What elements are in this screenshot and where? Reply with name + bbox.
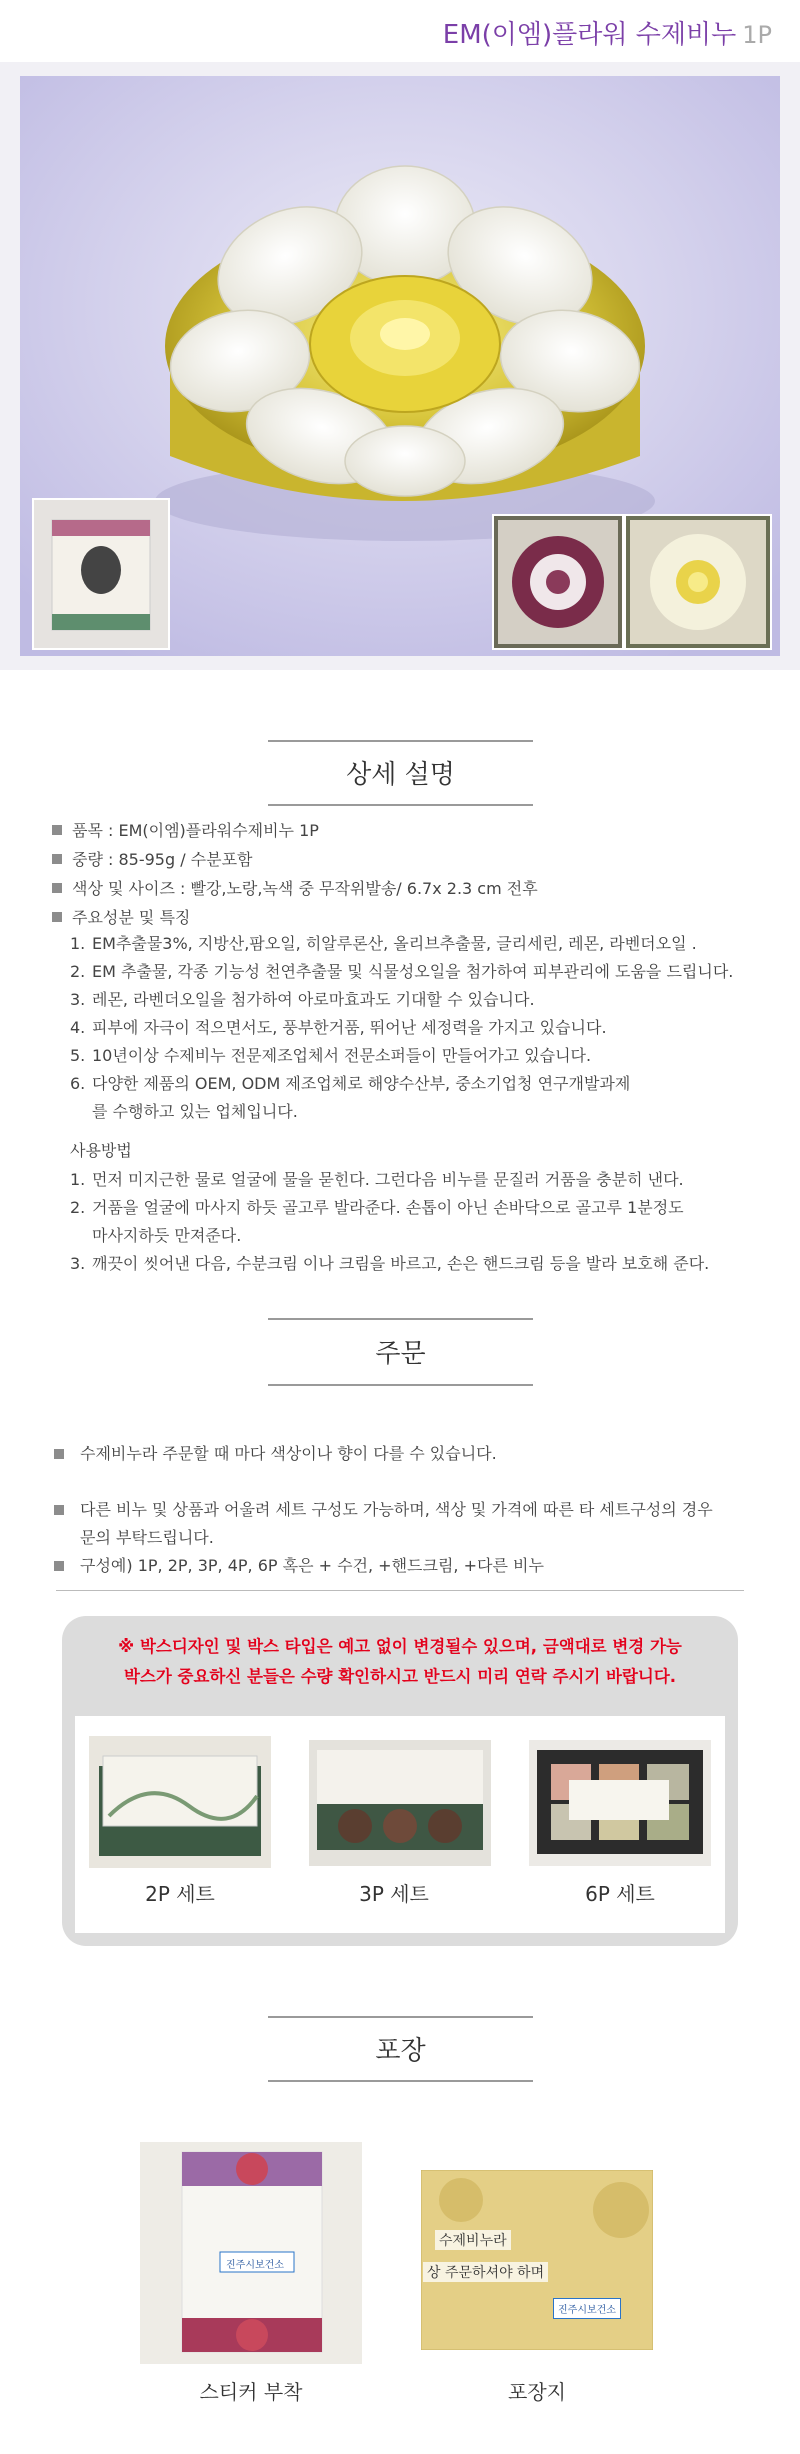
usage-list xyxy=(70,1166,709,1278)
usage-item-continued: 마사지하듯 만져준다. xyxy=(92,1226,242,1245)
order-notes xyxy=(54,1440,754,1580)
order-note: 수제비누라 주문할 때 마다 색상이나 향이 다를 수 있습니다. xyxy=(54,1440,754,1468)
divider-top xyxy=(268,2016,533,2018)
box-notice-line: ※ 박스디자인 및 박스 타입은 예고 없이 변경될수 있으며, 금액대로 변경 가능 xyxy=(118,1637,682,1656)
set-2p-image xyxy=(89,1736,271,1868)
wrapping-paper-image xyxy=(421,2170,653,2350)
usage-item: 2. 거품을 얼굴에 마사지 하듯 골고루 발라준다. 손톱이 아닌 손바닥으로 골고루 1분정도 xyxy=(70,1198,684,1217)
divider-top xyxy=(268,740,533,742)
order-note: 다른 비누 및 상품과 어울려 세트 구성도 가능하며, 색상 및 가격에 따른 타 세트구성의 경우 xyxy=(54,1496,754,1524)
order-note-continued: 문의 부탁드립니다. xyxy=(80,1528,214,1547)
sticker-label-text: 진주시보건소 xyxy=(226,2260,284,2271)
wrap-text-2: 상 주문하셔야 하며 xyxy=(423,2262,548,2282)
product-title xyxy=(443,14,772,51)
set-3p-label: 3P 세트 xyxy=(359,1882,429,1906)
detail-bullet-list xyxy=(50,816,538,932)
divider-bottom xyxy=(268,1384,533,1386)
feature-item: 4. 피부에 자극이 적으면서도, 풍부한거품, 뛰어난 세정력을 가지고 있습니다. xyxy=(70,1018,607,1037)
divider-top xyxy=(268,1318,533,1320)
thumbnail-white-soap xyxy=(624,514,772,650)
divider-bottom xyxy=(268,2080,533,2082)
feature-list xyxy=(70,930,733,1126)
detail-bullet: 중량 : 85-95g / 수분포함 xyxy=(50,845,538,874)
divider xyxy=(56,1590,744,1591)
feature-item: 1. EM추출물3%, 지방산,팜오일, 히알루론산, 올리브추출물, 글리세린, 레몬, 라벤더오일 . xyxy=(70,934,697,953)
set-6p-image xyxy=(529,1740,711,1866)
detail-bullet: 색상 및 사이즈 : 빨강,노랑,녹색 중 무작위발송/ 6.7x 2.3 cm 전후 xyxy=(50,874,538,903)
box-notice-line: 박스가 중요하신 분들은 수량 확인하시고 반드시 미리 연락 주시기 바랍니다. xyxy=(123,1667,677,1686)
packaging-heading: 포장 xyxy=(375,2036,426,2066)
divider-bottom xyxy=(268,804,533,806)
feature-item: 6. 다양한 제품의 OEM, ODM 제조업체로 해양수산부, 중소기업청 연구개발과제 xyxy=(70,1074,631,1093)
set-2p-label: 2P 세트 xyxy=(145,1882,215,1906)
detail-bullet: 품목 : EM(이엠)플라워수제비누 1P xyxy=(50,816,538,845)
usage-item: 3. 깨끗이 씻어낸 다음, 수분크림 이나 크림을 바르고, 손은 핸드크림 등을 발라 보호해 준다. xyxy=(70,1254,710,1273)
detail-heading: 상세 설명 xyxy=(346,760,455,790)
set-6p-label: 6P 세트 xyxy=(585,1882,655,1906)
feature-item: 2. EM 추출물, 각종 기능성 천연추출물 및 식물성오일을 첨가하여 피부관리에 도움을 드립니다. xyxy=(70,962,734,981)
usage-heading: 사용방법 xyxy=(70,1141,132,1160)
feature-item: 3. 레몬, 라벤더오일을 첨가하여 아로마효과도 기대할 수 있습니다. xyxy=(70,990,535,1009)
wrapping-label: 포장지 xyxy=(508,2380,566,2404)
wrap-text-1: 수제비누라 xyxy=(435,2230,511,2250)
set-3p-image xyxy=(309,1740,491,1866)
usage-item: 1. 먼저 미지근한 물로 얼굴에 물을 묻힌다. 그런다음 비누를 문질러 거품을 충분히 낸다. xyxy=(70,1170,684,1189)
thumbnail-box-package xyxy=(32,498,170,650)
order-heading: 주문 xyxy=(375,1339,426,1369)
page-header xyxy=(0,0,800,62)
wrap-sticker-text: 진주시보건소 xyxy=(553,2298,621,2319)
feature-item-continued: 를 수행하고 있는 업체입니다. xyxy=(92,1102,298,1121)
box-notice xyxy=(75,1632,725,1692)
detail-bullet: 주요성분 및 특징 xyxy=(50,903,538,932)
order-note: 구성예) 1P, 2P, 3P, 4P, 6P 혹은 + 수건, +핸드크림, +다른 비누 xyxy=(54,1552,754,1580)
product-title-text: EM(이엠)플라워 수제비누 xyxy=(442,20,737,50)
sticker-label: 스티커 부착 xyxy=(199,2380,303,2404)
thumbnail-red-soap xyxy=(492,514,624,650)
product-title-suffix: 1P xyxy=(742,21,772,49)
sticker-package-image xyxy=(140,2142,362,2364)
feature-item: 5. 10년이상 수제비누 전문제조업체서 전문소퍼들이 만들어가고 있습니다. xyxy=(70,1046,592,1065)
